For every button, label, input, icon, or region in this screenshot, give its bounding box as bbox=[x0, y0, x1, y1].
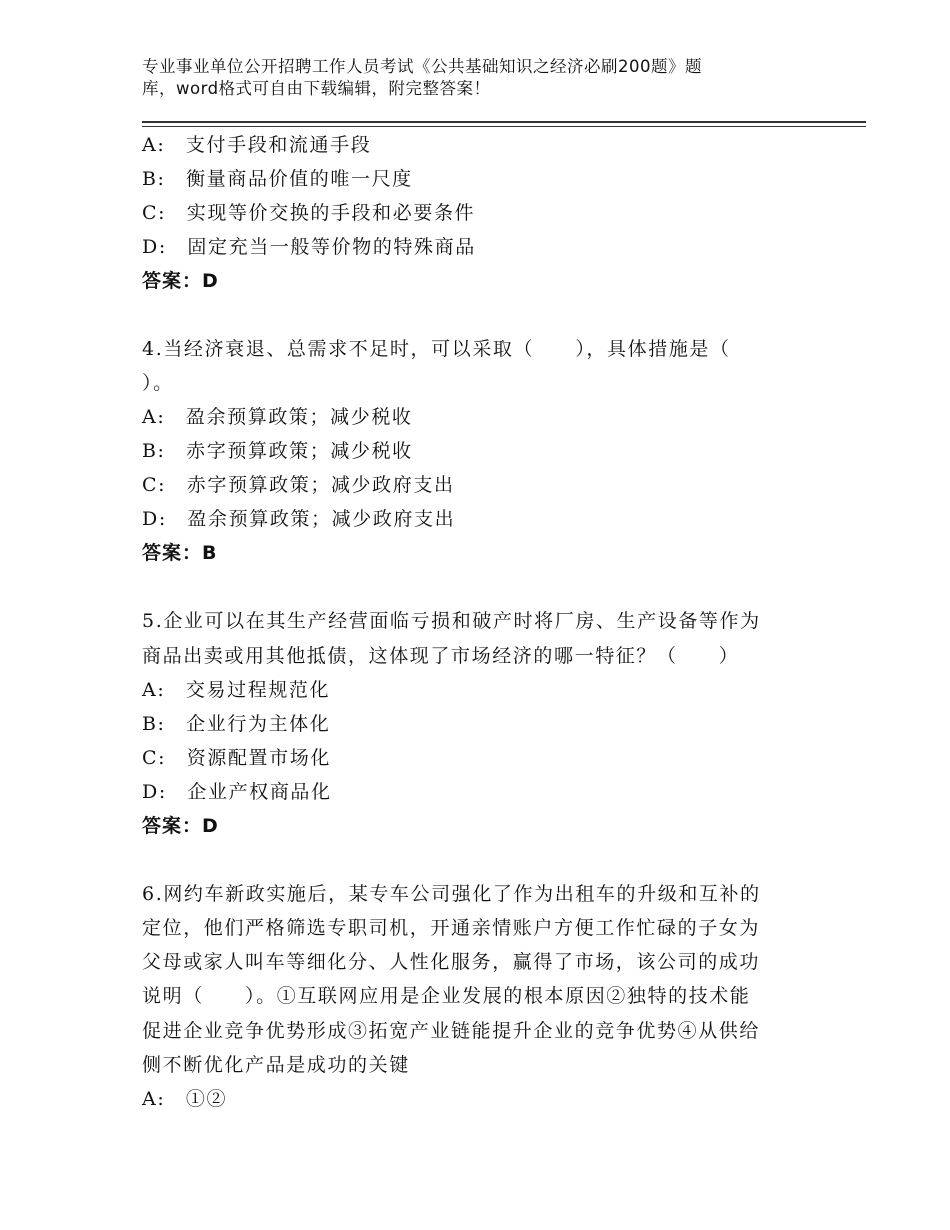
stem-line: 5.企业可以在其生产经营面临亏损和破产时将厂房、生产设备等作为 bbox=[142, 610, 761, 633]
document-header bbox=[142, 56, 822, 100]
option-a: A: 交易过程规范化 bbox=[142, 678, 331, 701]
option-a: A: 盈余预算政策；减少税收 bbox=[142, 406, 413, 429]
option-b: B: 企业行为主体化 bbox=[142, 712, 331, 735]
spacer bbox=[142, 843, 802, 877]
option-c: C: 赤字预算政策；减少政府支出 bbox=[142, 474, 455, 497]
question-stem bbox=[142, 332, 802, 400]
option-b: B: 赤字预算政策；减少税收 bbox=[142, 440, 413, 463]
spacer bbox=[142, 298, 802, 332]
question-stem bbox=[142, 604, 802, 672]
option-c: C: 资源配置市场化 bbox=[142, 746, 331, 769]
option-a: A: ①② bbox=[142, 1088, 228, 1111]
spacer bbox=[142, 570, 802, 604]
question-stem bbox=[142, 877, 802, 1082]
question-6 bbox=[142, 877, 802, 1116]
stem-line: ）。 bbox=[142, 372, 174, 395]
stem-line: 定位，他们严格筛选专职司机，开通亲情账户方便工作忙碌的子女为 bbox=[142, 917, 761, 940]
question-3 bbox=[142, 128, 802, 298]
header-line-2: 库，word格式可自由下载编辑，附完整答案！ bbox=[142, 79, 491, 98]
question-4 bbox=[142, 332, 802, 570]
option-b: B: 衡量商品价值的唯一尺度 bbox=[142, 168, 413, 190]
document-body bbox=[142, 128, 802, 1116]
stem-line: 6.网约车新政实施后，某专车公司强化了作为出租车的升级和互补的 bbox=[142, 882, 761, 905]
option-c: C: 实现等价交换的手段和必要条件 bbox=[142, 202, 476, 224]
header-rule-thin bbox=[142, 126, 866, 127]
option-d: D: 企业产权商品化 bbox=[142, 780, 332, 803]
question-5 bbox=[142, 604, 802, 842]
stem-line: 促进企业竞争优势形成③拓宽产业链能提升企业的竞争优势④从供给 bbox=[142, 1019, 761, 1042]
answer-line: 答案：D bbox=[142, 270, 219, 292]
answer-line: 答案：B bbox=[142, 542, 218, 565]
stem-line: 说明（ ）。①互联网应用是企业发展的根本原因②独特的技术能 bbox=[142, 985, 751, 1008]
answer-line: 答案：D bbox=[142, 814, 219, 837]
stem-line: 4.当经济衰退、总需求不足时，可以采取（ ），具体措施是（ bbox=[142, 338, 731, 360]
option-a: A: 支付手段和流通手段 bbox=[142, 134, 372, 156]
option-d: D: 固定充当一般等价物的特殊商品 bbox=[142, 236, 476, 258]
stem-line: 商品出卖或用其他抵债，这体现了市场经济的哪一特征？（ ） bbox=[142, 644, 740, 667]
header-rule-thick bbox=[142, 121, 866, 123]
stem-line: 侧不断优化产品是成功的关键 bbox=[142, 1053, 410, 1076]
header-line-1: 专业事业单位公开招聘工作人员考试《公共基础知识之经济必刷200题》题 bbox=[142, 57, 702, 76]
stem-line: 父母或家人叫车等细化分、人性化服务，赢得了市场，该公司的成功 bbox=[142, 951, 761, 974]
option-d: D: 盈余预算政策；减少政府支出 bbox=[142, 508, 456, 531]
